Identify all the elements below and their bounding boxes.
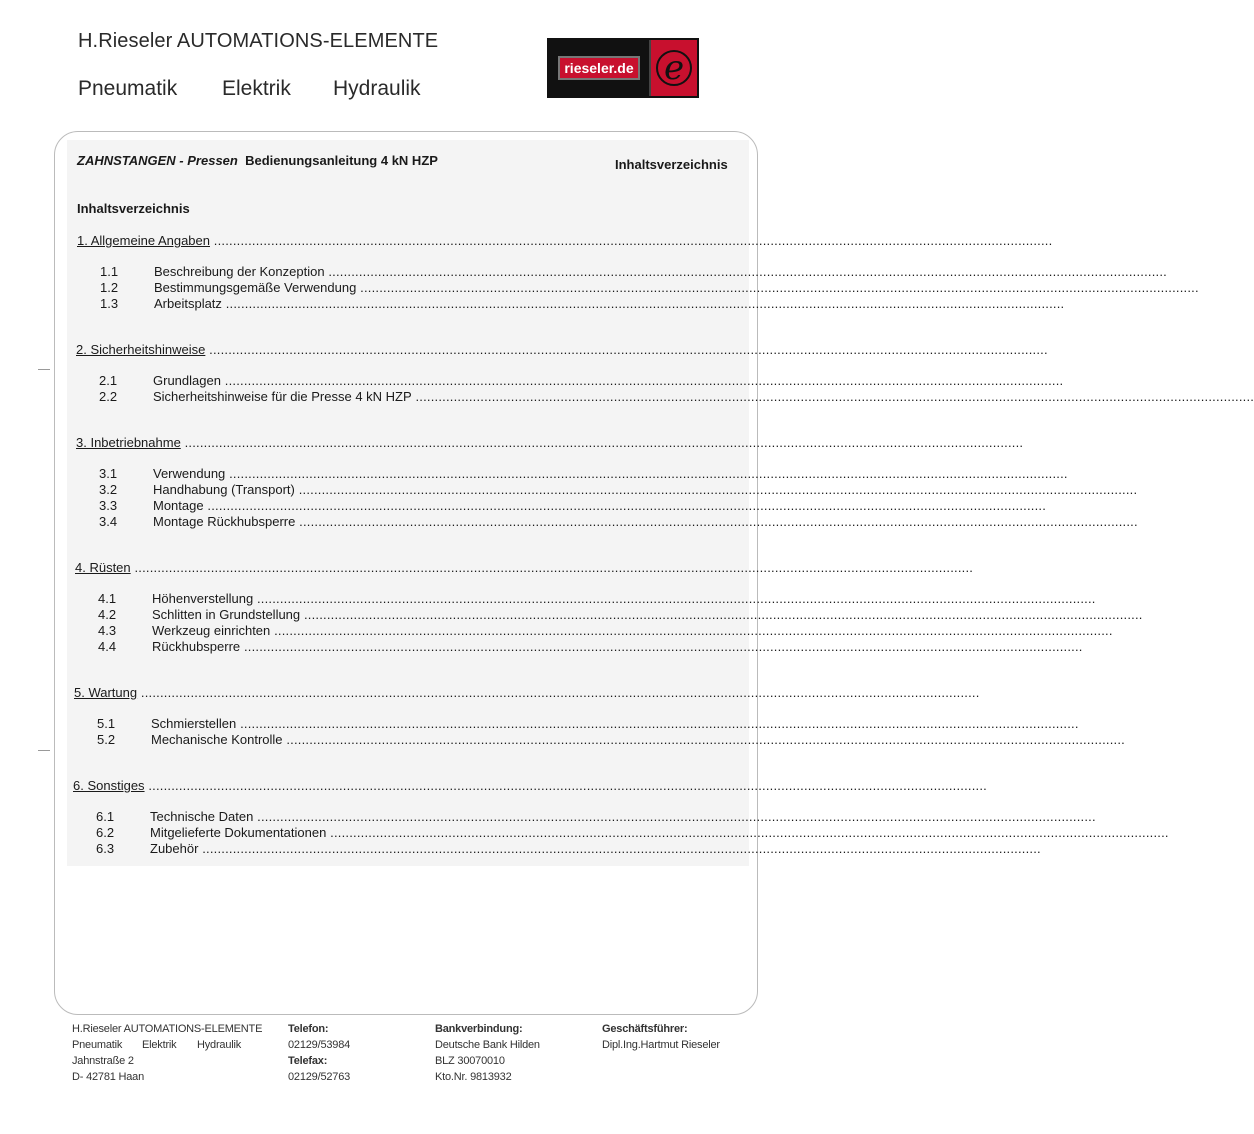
- toc-section-label: 1. Allgemeine Angaben: [77, 233, 210, 248]
- bank-blz: BLZ 30070010: [435, 1055, 505, 1067]
- ceo-label: Geschäftsführer:: [602, 1023, 688, 1035]
- toc-section: 3. Inbetriebnahme ............................................................................................................................................................................................................................: [76, 435, 1024, 450]
- division-elektrik: Elektrik: [222, 77, 291, 100]
- toc-item: 3.3 Montage ............................................................................................................................................................................................................................: [99, 498, 1047, 513]
- toc-item-number: 2.1: [99, 373, 118, 388]
- toc-item-number: 4.4: [98, 639, 117, 654]
- division-hydraulik: Hydraulik: [333, 77, 421, 100]
- toc-item: 5.2 Mechanische Kontrolle ............................................................................................................................................................................................................................: [97, 732, 1125, 747]
- toc-item: 3.2 Handhabung (Transport) ............................................................................................................................................................................................................................: [99, 482, 1138, 497]
- footer-divisions: Pneumatik Elektrik Hydraulik: [72, 1039, 242, 1051]
- toc-item-number: 3.4: [99, 514, 118, 529]
- toc-item-label: Rückhubsperre: [152, 639, 241, 654]
- toc-item-label: Sicherheitshinweise für die Presse 4 kN HZP: [153, 389, 412, 404]
- document-header: [77, 153, 438, 168]
- toc-item-number: 4.1: [98, 591, 117, 606]
- toc-item-label: Montage: [153, 498, 204, 513]
- footer-company: H.Rieseler AUTOMATIONS-ELEMENTE: [72, 1023, 263, 1035]
- toc-item: 4.3 Werkzeug einrichten ............................................................................................................................................................................................................................: [98, 623, 1113, 638]
- toc-item-label: Schmierstellen: [151, 716, 237, 731]
- footer-bank: [435, 1021, 540, 1085]
- toc-item: 3.4 Montage Rückhubsperre ............................................................................................................................................................................................................................: [99, 514, 1138, 529]
- company-name: H.Rieseler AUTOMATIONS-ELEMENTE: [78, 30, 439, 52]
- margin-mark: [38, 369, 50, 370]
- footer-street: Jahnstraße 2: [72, 1055, 134, 1067]
- toc-item-number: 1.2: [100, 280, 119, 295]
- division-pneumatik: Pneumatik: [78, 77, 178, 100]
- toc-item-number: 1.1: [100, 264, 119, 279]
- bank-account: Kto.Nr. 9813932: [435, 1071, 512, 1083]
- toc-item-number: 3.2: [99, 482, 118, 497]
- phone-label: Telefon:: [288, 1023, 329, 1035]
- rieseler-logo: [547, 38, 699, 98]
- toc-item-label: Beschreibung der Konzeption: [154, 264, 325, 279]
- phone-number: 02129/53984: [288, 1039, 351, 1051]
- toc-item-label: Montage Rückhubsperre: [153, 514, 296, 529]
- toc-item-label: Grundlagen: [153, 373, 221, 388]
- margin-mark: [38, 750, 50, 751]
- ceo-name: Dipl.Ing.Hartmut Rieseler: [602, 1039, 720, 1051]
- toc-item-label: Höhenverstellung: [152, 591, 254, 606]
- toc-section-label: 2. Sicherheitshinweise: [76, 342, 206, 357]
- toc-item: 4.4 Rückhubsperre ............................................................................................................................................................................................................................: [98, 639, 1083, 654]
- toc-section: 1. Allgemeine Angaben ............................................................................................................................................................................................................................: [77, 233, 1053, 248]
- footer-address: [72, 1021, 262, 1085]
- fax-label: Telefax:: [288, 1055, 328, 1067]
- logo-e-icon: e: [656, 50, 692, 86]
- toc-section-label: 5. Wartung: [74, 685, 138, 700]
- document-title: Bedienungsanleitung 4 kN HZP: [245, 153, 438, 168]
- toc-item: 4.2 Schlitten in Grundstellung ............................................................................................................................................................................................................................: [98, 607, 1143, 622]
- toc-item-label: Verwendung: [153, 466, 226, 481]
- toc-item-number: 6.2: [96, 825, 115, 840]
- toc-item: 6.2 Mitgelieferte Dokumentationen ............................................................................................................................................................................................................................: [96, 825, 1169, 840]
- toc-item-number: 5.1: [97, 716, 116, 731]
- toc-item-label: Arbeitsplatz: [154, 296, 222, 311]
- toc-section-label: 4. Rüsten: [75, 560, 131, 575]
- footer-city: D- 42781 Haan: [72, 1071, 145, 1083]
- document-series: ZAHNSTANGEN - Pressen: [77, 153, 238, 168]
- toc-title: Inhaltsverzeichnis: [77, 201, 190, 216]
- toc-item-number: 1.3: [100, 296, 119, 311]
- toc-item-label: Werkzeug einrichten: [152, 623, 271, 638]
- bank-label: Bankverbindung:: [435, 1023, 523, 1035]
- toc-item-number: 4.2: [98, 607, 117, 622]
- toc-item-label: Bestimmungsgemäße Verwendung: [154, 280, 357, 295]
- toc-item-label: Handhabung (Transport): [153, 482, 295, 497]
- toc-item: 2.1 Grundlagen ............................................................................................................................................................................................................................: [99, 373, 1064, 388]
- fax-number: 02129/52763: [288, 1071, 351, 1083]
- toc-item: 5.1 Schmierstellen ............................................................................................................................................................................................................................: [97, 716, 1079, 731]
- toc-item-label: Zubehör: [150, 841, 199, 856]
- toc-item: 2.2 Sicherheitshinweise für die Presse 4 kN HZP ............................................................................................................................................................................................................................: [99, 389, 1254, 404]
- toc-item-number: 3.3: [99, 498, 118, 513]
- toc-item: 4.1 Höhenverstellung ............................................................................................................................................................................................................................: [98, 591, 1096, 606]
- footer-contact: [288, 1021, 350, 1085]
- toc-item-label: Mechanische Kontrolle: [151, 732, 283, 747]
- toc-item: 3.1 Verwendung ............................................................................................................................................................................................................................: [99, 466, 1068, 481]
- toc-item-label: Schlitten in Grundstellung: [152, 607, 301, 622]
- divisions: [78, 77, 421, 101]
- toc-item-number: 3.1: [99, 466, 118, 481]
- toc-section-label: 6. Sonstiges: [73, 778, 145, 793]
- toc-item: 6.1 Technische Daten ............................................................................................................................................................................................................................: [96, 809, 1096, 824]
- toc-item: 6.3 Zubehör ............................................................................................................................................................................................................................: [96, 841, 1041, 856]
- toc-section: 5. Wartung ............................................................................................................................................................................................................................: [74, 685, 980, 700]
- toc-item-number: 5.2: [97, 732, 116, 747]
- toc-item: 1.1 Beschreibung der Konzeption ............................................................................................................................................................................................................................: [100, 264, 1167, 279]
- toc-item-number: 6.3: [96, 841, 115, 856]
- toc-item-number: 6.1: [96, 809, 115, 824]
- toc-section-label: 3. Inbetriebnahme: [76, 435, 181, 450]
- toc-section: 2. Sicherheitshinweise ............................................................................................................................................................................................................................: [76, 342, 1048, 357]
- footer-management: [602, 1021, 720, 1053]
- toc-section: 4. Rüsten ............................................................................................................................................................................................................................: [75, 560, 974, 575]
- section-title: Inhaltsverzeichnis: [615, 157, 728, 172]
- logo-text: rieseler.de: [558, 56, 639, 80]
- toc-section: 6. Sonstiges ............................................................................................................................................................................................................................: [73, 778, 987, 793]
- toc-item-label: Technische Daten: [150, 809, 254, 824]
- toc-item: 1.3 Arbeitsplatz ............................................................................................................................................................................................................................: [100, 296, 1065, 311]
- bank-name: Deutsche Bank Hilden: [435, 1039, 540, 1051]
- toc-item-number: 2.2: [99, 389, 118, 404]
- toc-item-number: 4.3: [98, 623, 117, 638]
- toc-item-label: Mitgelieferte Dokumentationen: [150, 825, 327, 840]
- toc-item: 1.2 Bestimmungsgemäße Verwendung ............................................................................................................................................................................................................................: [100, 280, 1199, 295]
